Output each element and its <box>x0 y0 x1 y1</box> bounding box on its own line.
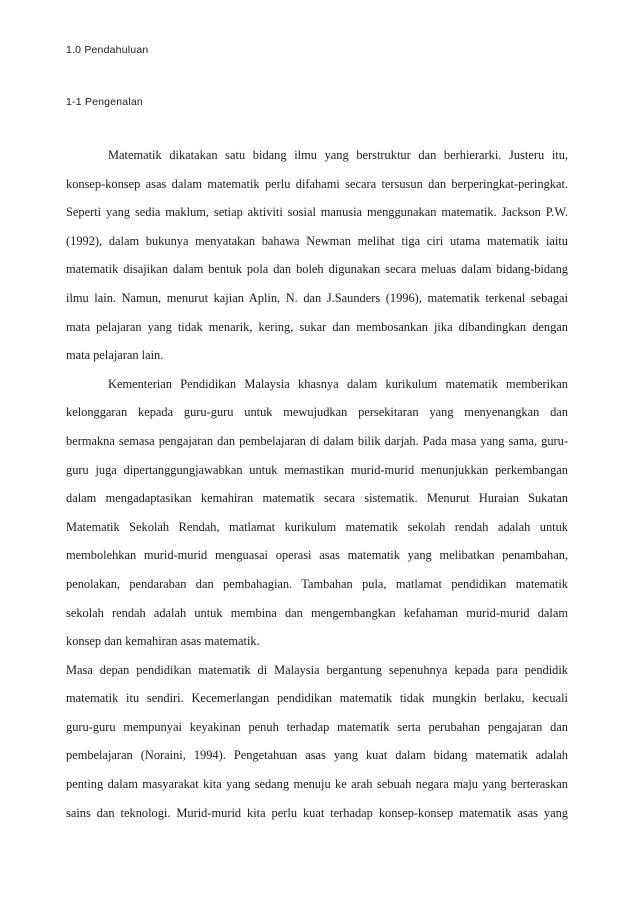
text-line: penolakan, pendaraban dan pembahagian. Tambahan pula, matlamat pendidikan matematik <box>66 576 568 591</box>
subsection-heading: 1-1 Pengenalan <box>66 96 143 108</box>
text-line: dalam mengadaptasikan kemahiran matematik secara sistematik. Menurut Huraian Sukatan <box>66 491 568 506</box>
text-line: pembelajaran (Noraini, 1994). Pengetahuan asas yang kuat dalam bidang matematik adalah <box>66 748 568 763</box>
text-line: membolehkan murid-murid menguasai operasi asas matematik yang melibatkan penambahan, <box>66 548 568 563</box>
text-line: sains dan teknologi. Murid-murid kita perlu kuat terhadap konsep-konsep matematik asas yang <box>66 805 568 820</box>
text-line: guru-guru mempunyai keyakinan penuh terhadap matematik serta perubahan pengajaran dan <box>66 719 568 734</box>
text-line: Matematik dikatakan satu bidang ilmu yang berstruktur dan berhierarki. Justeru itu, <box>108 148 568 162</box>
text-line: mata pelajaran lain. <box>66 348 164 363</box>
body-text <box>66 146 568 832</box>
section-heading: 1.0 Pendahuluan <box>66 44 149 56</box>
text-line: guru juga dipertanggungjawabkan untuk memastikan murid-murid menunjukkan perkembangan <box>66 462 568 477</box>
text-line: Kementerian Pendidikan Malaysia khasnya dalam kurikulum matematik memberikan <box>108 376 568 391</box>
text-line: Seperti yang sedia maklum, setiap aktiviti sosial manusia menggunakan matematik. Jackson P.W. <box>66 205 568 220</box>
text-line: kelonggaran kepada guru-guru untuk mewujudkan persekitaran yang menyenangkan dan <box>66 405 568 420</box>
text-line: konsep-konsep asas dalam matematik perlu difahami secara tersusun dan berperingkat-peringkat. <box>66 176 568 191</box>
text-line: matematik disajikan dalam bentuk pola dan boleh digunakan secara meluas dalam bidang-bidang <box>66 262 568 277</box>
text-line: bermakna semasa pengajaran dan pembelajaran di dalam bilik darjah. Pada masa yang sama, guru- <box>66 433 568 448</box>
text-line: (1992), dalam bukunya menyatakan bahawa Newman melihat tiga ciri utama matematik iaitu <box>66 233 568 248</box>
text-line: matematik itu sendiri. Kecemerlangan pendidikan matematik tidak mungkin berlaku, kecuali <box>66 691 568 706</box>
text-line: ilmu lain. Namun, menurut kajian Aplin, N. dan J.Saunders (1996), matematik terkenal sebagai <box>66 290 568 305</box>
text-line: sekolah rendah adalah untuk membina dan mengembangkan kefahaman murid-murid dalam <box>66 605 568 620</box>
text-line: konsep dan kemahiran asas matematik. <box>66 634 260 649</box>
text-line: mata pelajaran yang tidak menarik, kering, sukar dan membosankan jika dibandingkan dengan <box>66 319 568 334</box>
text-line: Matematik Sekolah Rendah, matlamat kurikulum matematik sekolah rendah adalah untuk <box>66 519 568 534</box>
text-line: penting dalam masyarakat kita yang sedang menuju ke arah sebuah negara maju yang berteraskan <box>66 777 568 792</box>
text-line: Masa depan pendidikan matematik di Malaysia bergantung sepenuhnya kepada para pendidik <box>66 662 568 677</box>
